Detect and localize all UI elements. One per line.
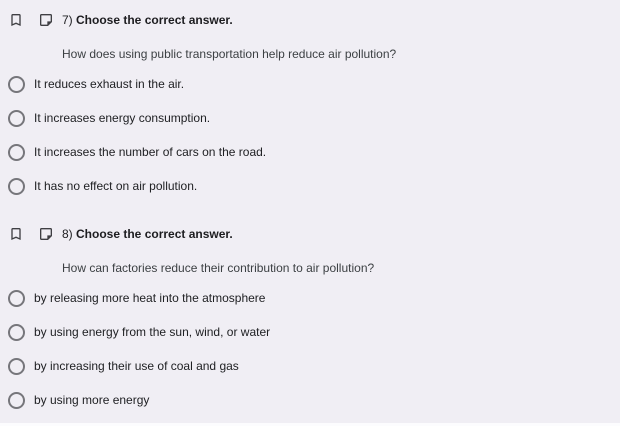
question-7-options <box>0 67 620 203</box>
note-icon[interactable] <box>38 226 54 242</box>
option-label: It increases the number of cars on the road. <box>34 145 267 159</box>
question-8-options <box>0 281 620 417</box>
option-label: by increasing their use of coal and gas <box>34 359 239 373</box>
question-7-block <box>0 10 620 203</box>
option-label: It reduces exhaust in the air. <box>34 77 185 91</box>
option-row[interactable] <box>0 169 620 203</box>
question-7-header <box>0 10 620 30</box>
option-label: by using more energy <box>34 393 150 407</box>
question-8-block <box>0 224 620 417</box>
option-row[interactable] <box>0 281 620 315</box>
question-8-title <box>62 227 233 241</box>
bookmark-icon[interactable] <box>8 226 24 242</box>
option-label: by using energy from the sun, wind, or water <box>34 325 271 339</box>
radio-button[interactable] <box>8 324 25 341</box>
option-label: It has no effect on air pollution. <box>34 179 198 193</box>
option-row[interactable] <box>0 67 620 101</box>
option-row[interactable] <box>0 383 620 417</box>
question-prompt: Choose the correct answer. <box>76 227 233 241</box>
question-7-title <box>62 13 233 27</box>
question-7-text: How does using public transportation help reduce air pollution? <box>62 47 397 61</box>
bookmark-icon[interactable] <box>8 12 24 28</box>
radio-button[interactable] <box>8 178 25 195</box>
option-label: by releasing more heat into the atmosphere <box>34 291 266 305</box>
radio-button[interactable] <box>8 144 25 161</box>
option-row[interactable] <box>0 135 620 169</box>
radio-button[interactable] <box>8 392 25 409</box>
option-row[interactable] <box>0 349 620 383</box>
question-8-text: How can factories reduce their contribution to air pollution? <box>62 261 375 275</box>
question-8-header <box>0 224 620 244</box>
question-number: 8) <box>62 227 73 241</box>
radio-button[interactable] <box>8 290 25 307</box>
note-icon[interactable] <box>38 12 54 28</box>
option-row[interactable] <box>0 315 620 349</box>
option-label: It increases energy consumption. <box>34 111 211 125</box>
option-row[interactable] <box>0 101 620 135</box>
question-prompt: Choose the correct answer. <box>76 13 233 27</box>
question-number: 7) <box>62 13 73 27</box>
radio-button[interactable] <box>8 358 25 375</box>
radio-button[interactable] <box>8 110 25 127</box>
radio-button[interactable] <box>8 76 25 93</box>
